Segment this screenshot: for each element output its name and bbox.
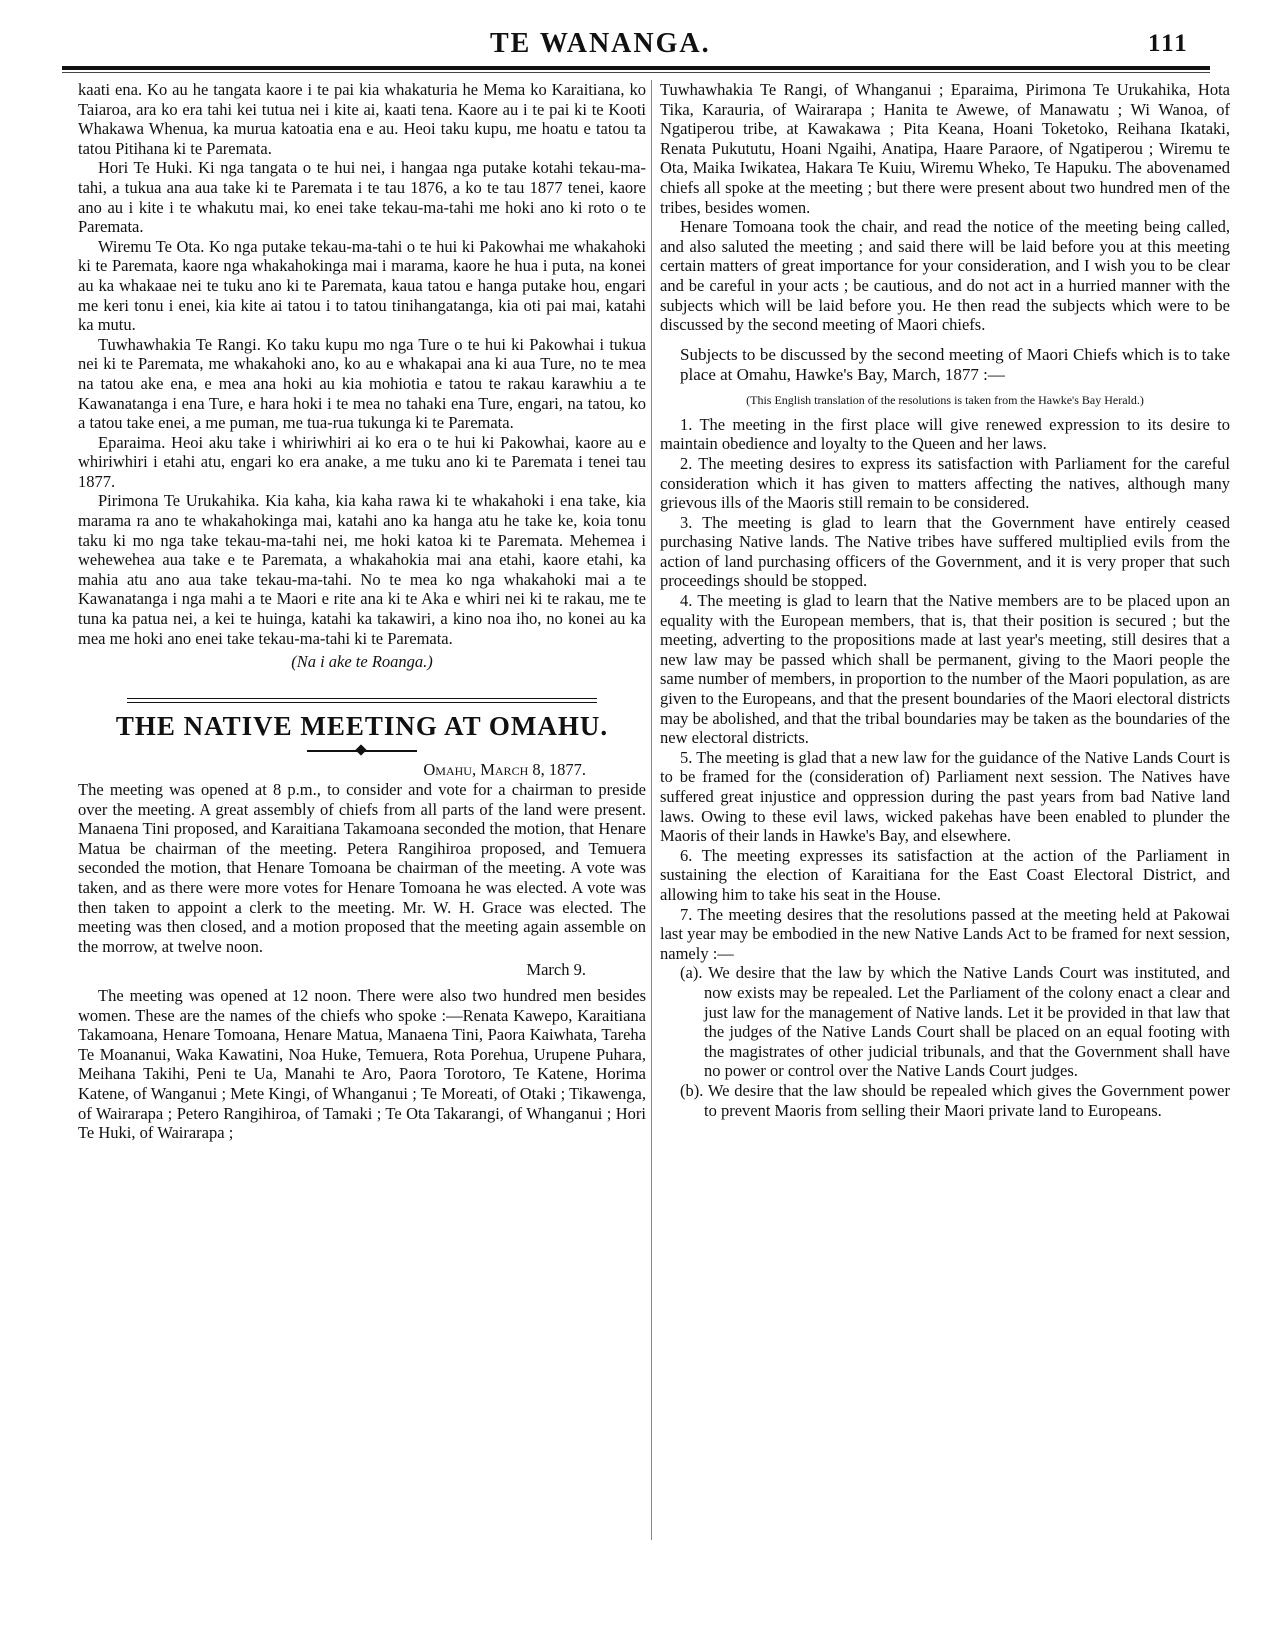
- resolution-item: 2. The meeting desires to express its satisfaction with Parliament for the careful consideration which it has given to matters affecting the natives, although many grievous ills of the Maoris still remain to be considered.: [660, 453, 1230, 513]
- paragraph: Eparaima. Heoi aku take i whiriwhiri ai ko era o te hui ki Pakowhai, kaore au e whiriwhiri i etahi atu, engari ko era anake, a me tuku ano ki te Paremata i tenei tau 1877.: [78, 432, 646, 491]
- paragraph: Pirimona Te Urukahika. Kia kaha, kia kaha rawa ki te whakahoki i ena take, kia marama ra ano te whakahokinga mai, katahi ano ka hanga atu he take ke, koia tonu taku ki mo nga take tekau-ma-tahi nei, me hoki katoa ki te Paremata. Mehemea i wehewehea aua take e te Paremata, a whakahokia mai ana etahi, kaore etahi, ka mahia atu ano aua take tekau-ma-tahi. No te mea ko nga whakahoki mai a te Kawanatanga i nga mahi a te Maori e rite ana ki te Aka e whiri nei ki te rakau, me te tuna ka patua nei, a kei te huinga, katahi ka takawiri, a kino noa iho, no konei au ka mea me hoki ano enei take tekau-ma-tahi ki te Paremata.: [78, 491, 646, 648]
- resolution-item: 6. The meeting expresses its satisfaction at the action of the Parliament in sustaining the election of Karaitiana for the East Coast Electoral District, and allowing him to take his seat in the House.: [660, 845, 1230, 904]
- subjects-heading: Subjects to be discussed by the second meeting of Maori Chiefs which is to take place at Omahu, Hawke's Bay, March, 1877 :—: [680, 344, 1230, 384]
- resolution-subitem: (a). We desire that the law by which the Native Lands Court was instituted, and now exists may be repealed. Let the Parliament of the colony enact a clear and just law for the management of Native lands. Let it be provided in that law that the judges of the Native Lands Court shall be placed on an equal footing with the magistrates of other judicial tribunals, and that the Government shall have no power or control over the Native Lands Court judges.: [680, 963, 1230, 1081]
- resolution-item: 4. The meeting is glad to learn that the Native members are to be placed upon an equality with the European members, that is, that their position is secured ; but the meeting, adverting to the propositions made at last year's meeting, still desires that a new law may be passed which shall be permanent, giving to the Maori people the same number of members, in proportion to the number of the Maori population, as are given to the Europeans, and that the present boundaries of the Maori electoral districts may be abolished, and that the tribal boundaries may be taken as the boundaries of the new electoral districts.: [660, 591, 1230, 748]
- article-heading: THE NATIVE MEETING AT OMAHU.: [115, 710, 609, 741]
- page-header: [0, 0, 1280, 70]
- paragraph: Tuwhawhakia Te Rangi, of Whanganui ; Eparaima, Pirimona Te Urukahika, Hota Tika, Karauria, of Wairarapa ; Hanita te Awewe, of Manawatu ; Wi Wanoa, of Ngatiperou tribe, at Kawakawa ; Pita Keana, Hoani Toketoko, Reihana Ikataki, Renata Pukututu, Hoani Ngaihi, Anatipa, Haare Paraore, of Ngatiperou ; Wiremu te Ota, Maika Iwikatea, Hakara Te Kuiu, Wiremu Wheko, Te Hapuku. The abovenamed chiefs all spoke at the meeting ; but there were present about two hundred men of the tribes, besides women.: [660, 80, 1230, 217]
- paragraph: kaati ena. Ko au he tangata kaore i te pai kia whakaturia he Mema ko Karaitiana, ko Taiaroa, ara ko era tahi kei tutua nei i kite ai, kaati tena. Kaore au i te pai ki te Kooti Whakawa Whenua, ka murua katoatia ena e au. Heoi taku kupu, me hoatu e tatou ta tatou Pitihana ki te Paremata.: [78, 80, 646, 158]
- resolution-item: 1. The meeting in the first place will give renewed expression to its desire to maintain obedience and loyalty to the Queen and her laws.: [660, 414, 1230, 454]
- dateline: Omahu, March 8, 1877.: [423, 760, 586, 780]
- right-column: [660, 80, 1230, 1120]
- paragraph: Wiremu Te Ota. Ko nga putake tekau-ma-tahi o te hui ki Pakowhai me whakahoki ki te Paremata, kaore nga whakahokinga mai i marama, kaore he hua i puta, na konei au ka whakaae nei te tuku ano ki te Paremata, kaua tatou e hanga putake hou, engari me keri tonu i enei, kia kite ai tatou i to tatou tinihangatanga, kia oti pai mai, katahi ka mutu.: [78, 236, 646, 335]
- resolution-subitem: (b). We desire that the law should be repealed which gives the Government power to prevent Maoris from selling their Maori private land to Europeans.: [680, 1080, 1230, 1120]
- ornament-divider: [307, 750, 417, 752]
- translation-note: (This English translation of the resolutions is taken from the Hawke's Bay Herald.): [746, 392, 1144, 407]
- ornament-diamond: [355, 745, 366, 756]
- header-rule: [62, 66, 1210, 70]
- paragraph: The meeting was opened at 12 noon. There were also two hundred men besides women. These are the names of the chiefs who spoke :—Renata Kawepo, Karaitiana Takamoana, Henare Tomoana, Henare Matua, Manaena Tini, Paora Kaiwhata, Tareha Te Moananui, Waka Kawatini, Noa Huke, Temuera, Rota Porehua, Urupene Puhara, Meihana Takihi, Peni te Ua, Manahi te Aro, Paora Torotoro, Te Katene, Horima Katene, of Wanganui ; Mete Kingi, of Whanganui ; Te Moreati, of Otaki ; Tikawenga, of Wairarapa ; Petero Rangihiroa, of Tamaki ; Te Ota Takarangi, of Whanganui ; Hori Te Huki, of Wairarapa ;: [78, 985, 646, 1143]
- column-divider: [651, 80, 652, 1540]
- header-rule-thin: [62, 72, 1210, 73]
- resolution-item: 5. The meeting is glad that a new law for the guidance of the Native Lands Court is to be framed for the (consideration of) Parliament next session. The Natives have suffered great injustice and oppression during the past years from bad Native land laws. Owing to these evil laws, wicked pakehas have been enabled to plunder the Maoris of their lands in Hawke's Bay, and elsewhere.: [660, 747, 1230, 846]
- section-rule: [127, 698, 597, 703]
- left-column: [78, 80, 646, 1143]
- paragraph: Hori Te Huki. Ki nga tangata o te hui nei, i hangaa nga putake kotahi tekau-ma-tahi, a tukua ana aua take ki te Paremata i te tau 1876, a ko te tau 1877 tenei, kaore ano au i kite i te whakutu mai, ko enei take tekau-ma-tahi me hoki ano ki roto o te Paremata.: [78, 158, 646, 237]
- dateline: March 9.: [526, 960, 586, 980]
- newspaper-title: TE WANANGA.: [490, 28, 711, 59]
- paragraph: Tuwhawhakia Te Rangi. Ko taku kupu mo nga Ture o te hui ki Pakowhai i tukua nei ki te Paremata, me whakahoki ano, ko au e whakapai ana ki aua Ture, no te mea na tatou ake ena, e mea ana hoki au kia mohiotia e tatou te rakau karawhiu a te Kawanatanga i ena Ture, e hara hoki i te mea no tahaki ena Ture, engari, na tatou, ko a tatou take enei, a me puman, me tua-rua tukunga ki te Paremata.: [78, 334, 646, 433]
- resolution-item: 7. The meeting desires that the resolutions passed at the meeting held at Pakowai last year may be embodied in the new Native Lands Act to be framed for next session, namely :—: [660, 904, 1230, 963]
- continued-note: (Na i ake te Roanga.): [291, 652, 433, 672]
- paragraph: Henare Tomoana took the chair, and read the notice of the meeting being called, and also saluted the meeting ; and said there will be laid before you at this meeting certain matters of great importance for your consideration, and I wish you to be clear and be careful in your acts ; be cautious, and do not act in a hurried manner with the subjects which will be laid before you. He then read the subjects which were to be discussed by the second meeting of Maori chiefs.: [660, 217, 1230, 335]
- paragraph: The meeting was opened at 8 p.m., to consider and vote for a chairman to preside over the meeting. A great assembly of chiefs from all parts of the land were present. Manaena Tini proposed, and Karaitiana Takamoana seconded the motion, that Henare Matua be chairman of the meeting. Petera Rangihiroa proposed, and Temuera seconded the motion, that Henare Tomoana be chairman of the meeting. A vote was taken, and as there were more votes for Henare Tomoana he was elected. A vote was then taken to appoint a clerk to the meeting. Mr. W. H. Grace was elected. The meeting was then closed, and a motion proposed that the meeting again assemble on the morrow, at twelve noon.: [78, 780, 646, 956]
- resolution-item: 3. The meeting is glad to learn that the Government have entirely ceased purchasing Native lands. The Native tribes have suffered multiplied evils from the action of land purchasing officers of the Government, and it is very proper that such proceedings should be stopped.: [660, 512, 1230, 591]
- page-number: 111: [1148, 30, 1189, 57]
